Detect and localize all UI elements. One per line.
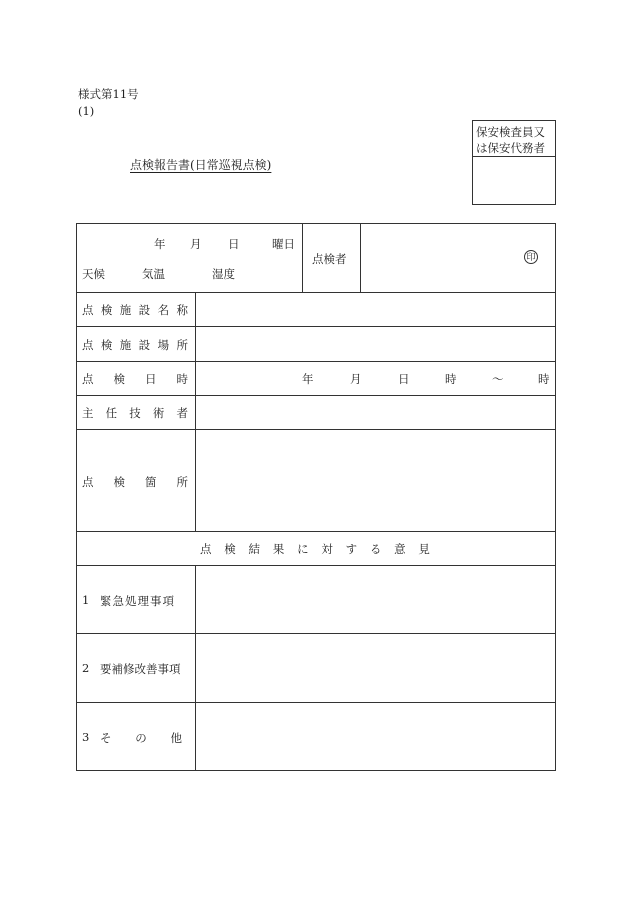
chief-engineer-label [82, 405, 188, 421]
chief-engineer-field[interactable] [198, 397, 554, 427]
label-char: 所 [176, 338, 188, 352]
label-char: 設 [138, 338, 151, 352]
label-char: 名 [157, 303, 170, 317]
temperature-label: 気温 [142, 267, 165, 281]
weather-label: 天候 [82, 267, 105, 281]
row-divider [76, 429, 556, 430]
row-divider [76, 702, 556, 703]
row-divider [76, 326, 556, 327]
datetime-tilde: 〜 [492, 372, 504, 386]
date-year-label: 年 [154, 237, 166, 251]
seal-mark: 印 [524, 250, 538, 264]
datetime-day: 日 [398, 372, 410, 386]
label-char: 箇 [145, 475, 157, 489]
column-divider [195, 292, 196, 531]
datetime-hour-end: 時 [538, 372, 550, 386]
signature-label-line2: は保安代務者 [476, 141, 545, 155]
opinion-label: 緊急処理事項 [100, 594, 175, 608]
inspection-points-label [82, 474, 188, 490]
label-char: 検 [113, 372, 125, 386]
column-divider [302, 223, 303, 292]
datetime-hour: 時 [445, 372, 457, 386]
repair-matters-field[interactable] [198, 635, 554, 700]
signature-label-line1: 保安検査員又 [476, 125, 545, 139]
label-char: 所 [176, 475, 188, 489]
label-char: 点 [82, 338, 94, 352]
humidity-label: 湿度 [212, 267, 235, 281]
heading-char: 検 [224, 542, 236, 556]
row-divider [76, 633, 556, 634]
heading-char: に [297, 542, 309, 556]
signature-stamp-area[interactable] [474, 160, 554, 203]
inspection-points-field[interactable] [198, 431, 554, 529]
label-char: そ [100, 731, 112, 745]
opinion-number: 3 [82, 730, 90, 744]
opinion-number: 2 [82, 661, 90, 675]
label-char: 称 [176, 303, 188, 317]
heading-char: る [369, 542, 382, 556]
label-char: 設 [138, 303, 151, 317]
column-divider [195, 565, 196, 771]
opinion-label-other [100, 730, 182, 746]
page-title: 点検報告書(日常巡視点検) [130, 158, 272, 172]
signature-box-divider [472, 156, 556, 157]
opinion-heading [200, 541, 430, 557]
heading-char: す [345, 542, 358, 556]
urgent-matters-field[interactable] [198, 567, 554, 631]
heading-char: 対 [321, 542, 333, 556]
label-char: 検 [113, 475, 125, 489]
form-number: 様式第11号 [78, 87, 139, 101]
row-divider [76, 361, 556, 362]
heading-char: 結 [248, 542, 261, 556]
inspection-datetime-field[interactable] [198, 363, 298, 393]
heading-char: 見 [418, 542, 430, 556]
opinion-number: 1 [82, 593, 90, 607]
label-char: 施 [119, 303, 132, 317]
label-char: 技 [129, 406, 141, 420]
heading-char: 意 [394, 542, 406, 556]
row-divider [76, 531, 556, 532]
label-char: 点 [82, 475, 94, 489]
facility-location-field[interactable] [198, 328, 554, 359]
label-char: 時 [176, 372, 188, 386]
label-char: 日 [145, 372, 157, 386]
column-divider [360, 223, 361, 292]
date-weekday-label: 曜日 [272, 237, 295, 251]
heading-char: 果 [272, 542, 285, 556]
facility-name-label [82, 302, 188, 318]
datetime-month: 月 [350, 372, 362, 386]
label-char: 検 [100, 303, 113, 317]
label-char: 場 [157, 338, 170, 352]
label-char: 主 [82, 406, 94, 420]
label-char: 点 [82, 372, 94, 386]
label-char: 施 [119, 338, 132, 352]
label-char: 任 [105, 406, 118, 420]
row-divider [76, 395, 556, 396]
date-month-label: 月 [190, 237, 202, 251]
label-char: 術 [152, 406, 165, 420]
date-day-label: 日 [228, 237, 240, 251]
inspector-field[interactable] [362, 226, 554, 290]
row-divider [76, 565, 556, 566]
label-char: の [135, 731, 147, 745]
label-char: 点 [82, 303, 94, 317]
facility-name-field[interactable] [198, 294, 554, 324]
label-char: 検 [100, 338, 113, 352]
facility-location-label [82, 337, 188, 353]
other-matters-field[interactable] [198, 704, 554, 769]
inspection-datetime-label [82, 371, 188, 387]
row-divider [76, 292, 556, 293]
label-char: 者 [176, 406, 188, 420]
opinion-label: 要補修改善事項 [100, 662, 181, 676]
inspector-label: 点検者 [312, 252, 347, 266]
heading-char: 点 [200, 542, 212, 556]
section-number: (1) [78, 104, 95, 118]
datetime-year: 年 [302, 372, 314, 386]
label-char: 他 [170, 731, 182, 745]
